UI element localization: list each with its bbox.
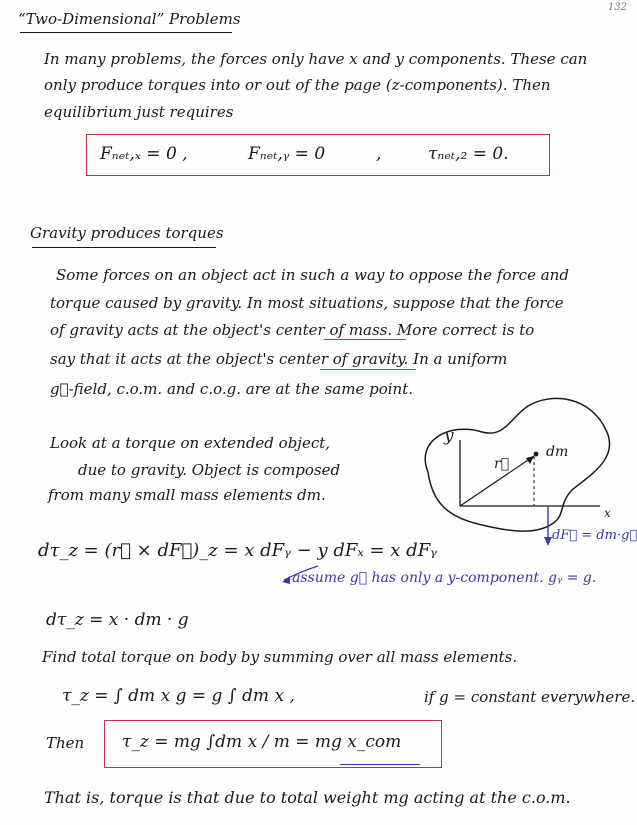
section-heading-2d: “Two-Dimensional” Problems (18, 10, 241, 28)
eq-tau-integral: τ_z = ∫ dm x g = g ∫ dm x , (62, 686, 295, 706)
eq-fnet-y: Fₙₑₜ,ᵧ = 0 (248, 144, 326, 164)
text-line: due to gravity. Object is composed (78, 461, 341, 479)
text-line: Look at a torque on extended object, (50, 434, 331, 452)
assumption-note: assume g⃗ has only a y-component. gᵧ = g. (292, 570, 597, 586)
text-line: g⃗-field, c.o.m. and c.o.g. are at the same point. (50, 380, 413, 398)
xcom-underline (340, 764, 420, 765)
then-label: Then (46, 734, 85, 752)
text-line: Some forces on an object act in such a way to oppose the force and (56, 266, 569, 284)
eq-dtau-cross: dτ_z = (r⃗ × dF⃗)_z = x dFᵧ − y dFₓ = x dFᵧ (38, 540, 437, 561)
section-heading-gravity: Gravity produces torques (30, 224, 224, 242)
constant-condition: if g = constant everywhere. (424, 688, 636, 706)
text-line: In many problems, the forces only have x and y components. These can (44, 50, 588, 68)
text-line: only produce torques into or out of the page (z-components). Then (44, 76, 551, 94)
text-line: from many small mass elements dm. (48, 486, 326, 504)
conclusion-line: That is, torque is that due to total weight mg acting at the c.o.m. (44, 788, 571, 807)
eq-fnet-x: Fₙₑₜ,ₓ = 0 , (100, 144, 188, 164)
text-line: Find total torque on body by summing over all mass elements. (42, 648, 518, 666)
eq-dtau-dm: dτ_z = x · dm · g (46, 610, 189, 630)
text-line: equilibrium just requires (44, 103, 234, 121)
y-axis-label: y (444, 426, 454, 446)
text-line: torque caused by gravity. In most situations, suppose that the force (50, 294, 564, 312)
x-axis-label: x (604, 506, 611, 520)
eq-separator: , (376, 144, 382, 164)
dF-label: dF⃗ = dm·g⃗ (552, 528, 637, 543)
eq-tau-result: τ_z = mg ∫dm x / m = mg x_com (122, 732, 402, 752)
dm-label: dm (546, 444, 569, 460)
text-line: of gravity acts at the object's center of mass. More correct is to (50, 321, 535, 339)
eq-tnet-z: τₙₑₜ,₂ = 0. (428, 144, 509, 164)
r-vector-label: r⃗ (494, 456, 510, 472)
page-number: 132 (607, 2, 627, 13)
text-line: say that it acts at the object's center of gravity. In a uniform (50, 350, 508, 368)
